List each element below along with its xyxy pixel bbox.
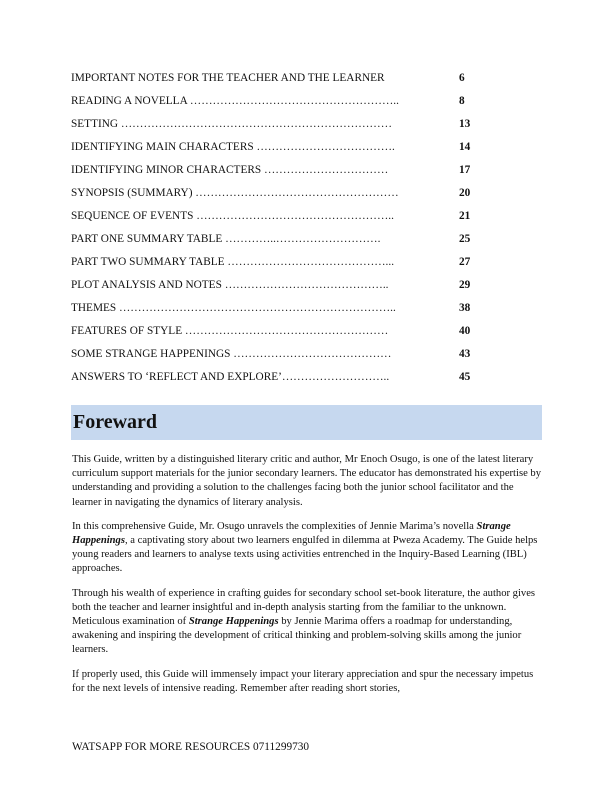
- toc-entry[interactable]: [71, 92, 491, 115]
- paragraph-text: In this comprehensive Guide, Mr. Osugo unravels the complexities of Jennie Marima’s novella: [72, 520, 477, 532]
- section-title: Foreward: [73, 411, 158, 433]
- toc-entry[interactable]: [71, 276, 491, 299]
- paragraph-text: , a captivating story about two learners engulfed in dilemma at Pweza Academy. The Guide helps young readers and learners to analyse texts using activities entrenched in the Inquiry-Based Learning (IBL) approaches.: [72, 535, 538, 575]
- paragraph: [72, 453, 542, 510]
- toc-entry-label: FEATURES OF STYLE ………………………………………………: [71, 325, 389, 337]
- toc-entry-label: SOME STRANGE HAPPENINGS ……………………………………: [71, 348, 392, 360]
- toc-entry-label: PART ONE SUMMARY TABLE …………..……………………….: [71, 233, 381, 245]
- toc-entry[interactable]: [71, 299, 491, 322]
- toc-entry-label: IDENTIFYING MINOR CHARACTERS ……………………………: [71, 164, 389, 176]
- toc-entry-label: IMPORTANT NOTES FOR THE TEACHER AND THE LEARNER: [71, 72, 385, 84]
- toc-entry-label: SEQUENCE OF EVENTS ……………………………………………..: [71, 210, 394, 222]
- toc-entry[interactable]: [71, 184, 491, 207]
- paragraph: [72, 520, 542, 577]
- table-of-contents: [71, 69, 491, 391]
- toc-entry-page: 25: [459, 233, 471, 245]
- toc-entry-page: 38: [459, 302, 471, 314]
- toc-entry-label: THEMES ………………………………………………………………..: [71, 302, 396, 314]
- toc-entry-page: 29: [459, 279, 471, 291]
- toc-entry-page: 17: [459, 164, 471, 176]
- toc-entry[interactable]: [71, 345, 491, 368]
- toc-entry[interactable]: [71, 161, 491, 184]
- toc-entry-label: SYNOPSIS (SUMMARY) ………………………………………………: [71, 187, 399, 199]
- toc-entry-page: 13: [459, 118, 471, 130]
- paragraph-text: If properly used, this Guide will immensely impact your literary appreciation and spur the necessary impetus for the next levels of intensive reading. Remember after reading short stories,: [72, 668, 534, 694]
- toc-entry-page: 21: [459, 210, 471, 222]
- toc-entry[interactable]: [71, 115, 491, 138]
- toc-entry[interactable]: [71, 253, 491, 276]
- toc-entry-page: 40: [459, 325, 471, 337]
- section-heading-band: [71, 405, 542, 440]
- foreword-body: [72, 453, 542, 706]
- toc-entry-page: 8: [459, 95, 465, 107]
- toc-entry-label: PLOT ANALYSIS AND NOTES ……………………………………..: [71, 279, 389, 291]
- book-title: Strange Happenings: [188, 616, 279, 628]
- toc-entry[interactable]: [71, 138, 491, 161]
- page-footer: WATSAPP FOR MORE RESOURCES 0711299730: [72, 741, 310, 753]
- toc-entry-label: IDENTIFYING MAIN CHARACTERS ……………………………….: [71, 141, 395, 153]
- toc-entry[interactable]: [71, 368, 491, 391]
- paragraph: [72, 587, 542, 658]
- toc-entry-page: 45: [459, 371, 471, 383]
- toc-entry[interactable]: [71, 207, 491, 230]
- toc-entry[interactable]: [71, 322, 491, 345]
- toc-entry-label: SETTING ………………………………………………………………: [71, 118, 393, 130]
- paragraph-text: This Guide, written by a distinguished literary critic and author, Mr Enoch Osugo, is one of the latest literary curriculum support materials for the junior secondary learners. The educator has demonstrated his expertise by understanding and providing a solution to the challenges facing both the junior school facilitator and the learner in navigating the dynamics of literary analysis.: [72, 454, 542, 508]
- toc-entry-label: PART TWO SUMMARY TABLE ……………………………………...: [71, 256, 395, 268]
- toc-entry-label: READING A NOVELLA ………………………………………………..: [71, 95, 399, 107]
- toc-entry[interactable]: [71, 230, 491, 253]
- paragraph-text: by Jennie Marima offers a roadmap for understanding, awakening and inspiring the development of critical thinking and problem-solving skills among the junior learners.: [72, 616, 522, 656]
- toc-entry-page: 20: [459, 187, 471, 199]
- toc-entry-page: 14: [459, 141, 471, 153]
- toc-entry-page: 43: [459, 348, 471, 360]
- toc-entry-page: 6: [459, 72, 465, 84]
- toc-entry-label: ANSWERS TO ‘REFLECT AND EXPLORE’………………………..: [71, 371, 390, 383]
- toc-entry[interactable]: [71, 69, 491, 92]
- toc-entry-page: 27: [459, 256, 471, 268]
- paragraph-text: Through his wealth of experience in crafting guides for secondary school set-book literature, the author gives both the teacher and learner insightful and in-depth analysis starting from the familiar to the unknown. Meticulous examination of: [72, 587, 536, 628]
- paragraph: [72, 668, 542, 696]
- book-title: Strange Happenings: [72, 520, 511, 547]
